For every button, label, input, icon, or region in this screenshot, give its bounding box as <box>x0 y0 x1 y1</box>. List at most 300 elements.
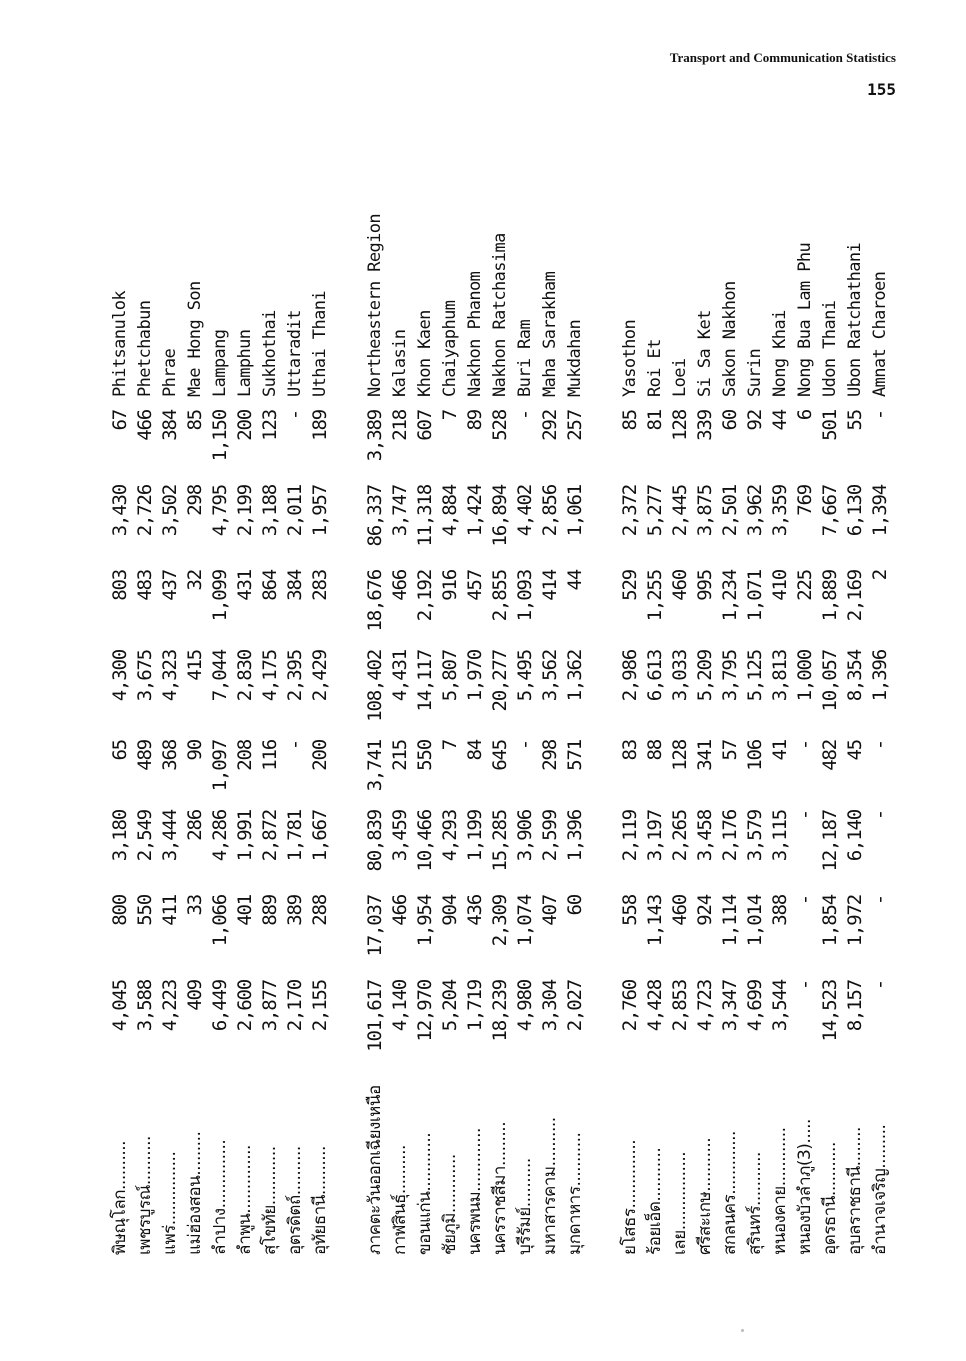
province-name-thai: ชัยภูมิ............ <box>440 1154 460 1255</box>
value-cell: 1,889 <box>819 570 841 622</box>
value-cell: 1,097 <box>209 740 231 792</box>
province-name-thai: ลำพูน.............. <box>235 1145 255 1255</box>
value-cell: 7,667 <box>819 485 841 537</box>
value-cell: 457 <box>464 570 486 601</box>
value-cell: 1,066 <box>209 895 231 947</box>
value-cell: 298 <box>184 485 206 516</box>
table-row <box>363 155 387 1255</box>
value-cell: 3,544 <box>769 980 791 1032</box>
value-cell: 1,199 <box>464 810 486 862</box>
value-cell: 2,760 <box>619 980 641 1032</box>
province-name-english: Nong Bua Lam Phu <box>795 242 815 397</box>
value-cell: 2,176 <box>719 810 741 862</box>
table-row <box>668 155 692 1255</box>
value-cell: 550 <box>134 895 156 926</box>
value-cell: 20,277 <box>489 650 511 712</box>
value-cell: 1,396 <box>869 650 891 702</box>
value-cell: 2,119 <box>619 810 641 862</box>
province-name-thai: นครพนม............. <box>465 1128 485 1255</box>
province-name-english: Yasothon <box>620 319 640 397</box>
value-cell: 2 <box>869 570 891 581</box>
value-cell: 368 <box>159 740 181 771</box>
value-cell: 10,466 <box>414 810 436 872</box>
value-cell: 489 <box>134 740 156 771</box>
province-name-english: Chaiyaphum <box>440 300 460 397</box>
value-cell: 67 <box>109 410 131 431</box>
value-cell: 4,300 <box>109 650 131 702</box>
value-cell: 3,813 <box>769 650 791 702</box>
table-row <box>818 155 842 1255</box>
value-cell: 483 <box>134 570 156 601</box>
value-cell: 904 <box>439 895 461 926</box>
value-cell: 1,061 <box>564 485 586 537</box>
value-cell: 6,140 <box>844 810 866 862</box>
value-cell: 1,991 <box>234 810 256 862</box>
value-cell: 83 <box>619 740 641 761</box>
province-name-english: Nakhon Phanom <box>465 271 485 397</box>
value-cell: 2,395 <box>284 650 306 702</box>
province-name-thai: มุกดาหาร........... <box>565 1132 585 1255</box>
value-cell: 2,199 <box>234 485 256 537</box>
value-cell: 257 <box>564 410 586 441</box>
value-cell: 3,747 <box>389 485 411 537</box>
province-name-english: Mae Hong Son <box>185 281 205 397</box>
value-cell: 1,396 <box>564 810 586 862</box>
value-cell: 7 <box>439 410 461 421</box>
value-cell: 123 <box>259 410 281 441</box>
value-cell: 65 <box>109 740 131 761</box>
value-cell: - <box>514 410 536 421</box>
value-cell: 571 <box>564 740 586 771</box>
value-cell: - <box>284 740 306 751</box>
value-cell: 2,986 <box>619 650 641 702</box>
province-name-english: Surin <box>745 348 765 397</box>
value-cell: 415 <box>184 650 206 681</box>
value-cell: - <box>284 410 306 421</box>
value-cell: 1,255 <box>644 570 666 622</box>
value-cell: 2,872 <box>259 810 281 862</box>
value-cell: 389 <box>284 895 306 926</box>
value-cell: 44 <box>564 570 586 591</box>
value-cell: 411 <box>159 895 181 926</box>
value-cell: - <box>794 810 816 821</box>
province-name-thai: อุดรธานี........... <box>820 1142 840 1255</box>
province-name-english: Kalasin <box>390 329 410 397</box>
value-cell: 2,599 <box>539 810 561 862</box>
value-cell: 85 <box>619 410 641 431</box>
value-cell: 4,699 <box>744 980 766 1032</box>
value-cell: 1,114 <box>719 895 741 947</box>
value-cell: 4,884 <box>439 485 461 537</box>
province-name-english: Sakon Nakhon <box>720 281 740 397</box>
value-cell: 1,071 <box>744 570 766 622</box>
value-cell: 7 <box>439 740 461 751</box>
table-row <box>768 155 792 1255</box>
value-cell: 2,011 <box>284 485 306 537</box>
value-cell: 1,957 <box>309 485 331 537</box>
value-cell: 528 <box>489 410 511 441</box>
value-cell: 4,980 <box>514 980 536 1032</box>
table-row <box>233 155 257 1255</box>
value-cell: 384 <box>159 410 181 441</box>
province-name-english: Nong Khai <box>770 310 790 397</box>
table-row <box>308 155 332 1255</box>
value-cell: 3,562 <box>539 650 561 702</box>
value-cell: 3,115 <box>769 810 791 862</box>
value-cell: 3,197 <box>644 810 666 862</box>
value-cell: - <box>869 410 891 421</box>
value-cell: 6,449 <box>209 980 231 1032</box>
value-cell: 437 <box>159 570 181 601</box>
province-name-english: Udon Thani <box>820 300 840 397</box>
province-name-thai: สุรินทร์........... <box>745 1152 765 1255</box>
value-cell: 803 <box>109 570 131 601</box>
value-cell: 3,675 <box>134 650 156 702</box>
value-cell: 4,723 <box>694 980 716 1032</box>
value-cell: 2,169 <box>844 570 866 622</box>
value-cell: 200 <box>234 410 256 441</box>
value-cell: 3,389 <box>364 410 386 462</box>
value-cell: 3,430 <box>109 485 131 537</box>
value-cell: 4,428 <box>644 980 666 1032</box>
value-cell: 1,074 <box>514 895 536 947</box>
value-cell: 10,057 <box>819 650 841 712</box>
province-name-english: Khon Kaen <box>415 310 435 397</box>
value-cell: 6 <box>794 410 816 421</box>
province-name-english: Ubon Ratchathani <box>845 242 865 397</box>
province-name-english: Sukhothai <box>260 310 280 397</box>
value-cell: 995 <box>694 570 716 601</box>
value-cell: 2,429 <box>309 650 331 702</box>
table-row <box>413 155 437 1255</box>
value-cell: 4,286 <box>209 810 231 862</box>
value-cell: 1,150 <box>209 410 231 462</box>
value-cell: - <box>869 895 891 906</box>
value-cell: 12,187 <box>819 810 841 872</box>
value-cell: 15,285 <box>489 810 511 872</box>
province-name-thai: มหาสารคาม.......... <box>540 1117 560 1255</box>
value-cell: 2,501 <box>719 485 741 537</box>
value-cell: 44 <box>769 410 791 431</box>
value-cell: 341 <box>694 740 716 771</box>
value-cell: 81 <box>644 410 666 431</box>
province-name-thai: แม่ฮ่องสอน......... <box>185 1131 205 1255</box>
value-cell: 1,143 <box>644 895 666 947</box>
value-cell: 916 <box>439 570 461 601</box>
value-cell: 80,839 <box>364 810 386 872</box>
value-cell: 558 <box>619 895 641 926</box>
value-cell: 2,265 <box>669 810 691 862</box>
value-cell: 2,309 <box>489 895 511 947</box>
table-row <box>538 155 562 1255</box>
value-cell: 4,323 <box>159 650 181 702</box>
province-name-thai: เลย................ <box>670 1151 690 1255</box>
table-row <box>843 155 867 1255</box>
value-cell: 6,613 <box>644 650 666 702</box>
value-cell: 2,853 <box>669 980 691 1032</box>
province-name-thai: พิษณุโลก.......... <box>110 1140 130 1255</box>
scan-speck <box>741 1329 744 1332</box>
value-cell: 128 <box>669 740 691 771</box>
value-cell: - <box>794 980 816 991</box>
value-cell: 92 <box>744 410 766 431</box>
value-cell: 14,117 <box>414 650 436 712</box>
value-cell: 2,830 <box>234 650 256 702</box>
value-cell: 2,856 <box>539 485 561 537</box>
province-name-english: Lamphun <box>235 329 255 397</box>
value-cell: 431 <box>234 570 256 601</box>
value-cell: 482 <box>819 740 841 771</box>
value-cell: 14,523 <box>819 980 841 1042</box>
table-row <box>563 155 587 1255</box>
table-row <box>258 155 282 1255</box>
value-cell: 286 <box>184 810 206 841</box>
value-cell: 1,234 <box>719 570 741 622</box>
value-cell: 85 <box>184 410 206 431</box>
value-cell: 8,354 <box>844 650 866 702</box>
table-row <box>793 155 817 1255</box>
value-cell: 4,431 <box>389 650 411 702</box>
value-cell: 4,045 <box>109 980 131 1032</box>
value-cell: 3,304 <box>539 980 561 1032</box>
value-cell: 1,781 <box>284 810 306 862</box>
province-name-thai: ยโสธร.............. <box>620 1139 640 1255</box>
table-row <box>133 155 157 1255</box>
province-name-english: Buri Ram <box>515 319 535 397</box>
value-cell: 384 <box>284 570 306 601</box>
value-cell: 1,667 <box>309 810 331 862</box>
value-cell: 5,204 <box>439 980 461 1032</box>
value-cell: 1,970 <box>464 650 486 702</box>
value-cell: 2,372 <box>619 485 641 537</box>
running-title: Transport and Communication Statistics <box>669 50 896 65</box>
value-cell: 2,445 <box>669 485 691 537</box>
value-cell: 18,676 <box>364 570 386 632</box>
value-cell: 3,459 <box>389 810 411 862</box>
value-cell: 1,099 <box>209 570 231 622</box>
value-cell: 339 <box>694 410 716 441</box>
value-cell: 106 <box>744 740 766 771</box>
value-cell: 1,014 <box>744 895 766 947</box>
value-cell: 460 <box>669 895 691 926</box>
value-cell: 3,188 <box>259 485 281 537</box>
value-cell: 200 <box>309 740 331 771</box>
province-name-thai: อำนาจเจริญ......... <box>870 1124 890 1255</box>
value-cell: 414 <box>539 570 561 601</box>
value-cell: 32 <box>184 570 206 591</box>
value-cell: 55 <box>844 410 866 431</box>
value-cell: 1,424 <box>464 485 486 537</box>
value-cell: 436 <box>464 895 486 926</box>
table-row <box>463 155 487 1255</box>
table-row <box>438 155 462 1255</box>
value-cell: 4,402 <box>514 485 536 537</box>
value-cell: 41 <box>769 740 791 761</box>
province-name-english: Uthai Thani <box>310 291 330 397</box>
value-cell: 1,394 <box>869 485 891 537</box>
province-name-thai: เพชรบูรณ์.......... <box>135 1136 155 1255</box>
province-name-thai: ขอนแก่น............ <box>415 1132 435 1255</box>
province-name-thai: บุรีรัมย์.......... <box>515 1158 535 1255</box>
value-cell: 292 <box>539 410 561 441</box>
value-cell: 5,807 <box>439 650 461 702</box>
province-name-thai: สกลนคร............. <box>720 1131 740 1255</box>
table-row <box>183 155 207 1255</box>
value-cell: 11,318 <box>414 485 436 547</box>
value-cell: 1,954 <box>414 895 436 947</box>
value-cell: 60 <box>719 410 741 431</box>
value-cell: 3,906 <box>514 810 536 862</box>
province-name-english: Roi Et <box>645 339 665 397</box>
statistics-table <box>108 155 898 1255</box>
value-cell: 4,175 <box>259 650 281 702</box>
value-cell: 116 <box>259 740 281 771</box>
value-cell: 2,726 <box>134 485 156 537</box>
page-number: 155 <box>867 80 896 99</box>
value-cell: 2,192 <box>414 570 436 622</box>
province-name-english: Maha Sarakham <box>540 271 560 397</box>
value-cell: 84 <box>464 740 486 761</box>
value-cell: 288 <box>309 895 331 926</box>
value-cell: 645 <box>489 740 511 771</box>
province-name-thai: อุทัยธานี.......... <box>310 1146 330 1255</box>
value-cell: 401 <box>234 895 256 926</box>
value-cell: 3,588 <box>134 980 156 1032</box>
table-row <box>208 155 232 1255</box>
province-name-english: Loei <box>670 358 690 397</box>
value-cell: 388 <box>769 895 791 926</box>
value-cell: 466 <box>134 410 156 441</box>
value-cell: 57 <box>719 740 741 761</box>
value-cell: 215 <box>389 740 411 771</box>
value-cell: 3,458 <box>694 810 716 862</box>
value-cell: 4,223 <box>159 980 181 1032</box>
value-cell: 3,741 <box>364 740 386 792</box>
province-name-english: Northeastern Region <box>365 213 385 397</box>
value-cell: 3,795 <box>719 650 741 702</box>
province-name-thai: หนองบัวลำภู(3)..... <box>795 1119 815 1255</box>
value-cell: 3,180 <box>109 810 131 862</box>
value-cell: 90 <box>184 740 206 761</box>
value-cell: 17,037 <box>364 895 386 957</box>
value-cell: 86,337 <box>364 485 386 547</box>
value-cell: 3,033 <box>669 650 691 702</box>
value-cell: 108,402 <box>364 650 386 722</box>
value-cell: 1,093 <box>514 570 536 622</box>
value-cell: 1,000 <box>794 650 816 702</box>
province-name-thai: หนองคาย............ <box>770 1127 790 1255</box>
province-name-english: Phrae <box>160 348 180 397</box>
value-cell: 2,170 <box>284 980 306 1032</box>
value-cell: 60 <box>564 895 586 916</box>
value-cell: 2,600 <box>234 980 256 1032</box>
value-cell: 2,549 <box>134 810 156 862</box>
province-name-thai: ภาคตะวันออกเฉียงเหนือ <box>365 1085 385 1255</box>
value-cell: 3,875 <box>694 485 716 537</box>
province-name-thai: กาฬสินธุ์.......... <box>390 1145 410 1255</box>
province-name-english: Phitsanulok <box>110 291 130 397</box>
value-cell: - <box>794 740 816 751</box>
value-cell: 189 <box>309 410 331 441</box>
province-name-thai: สุโขทัย............ <box>260 1146 280 1255</box>
value-cell: 208 <box>234 740 256 771</box>
value-cell: 607 <box>414 410 436 441</box>
value-cell: 3,962 <box>744 485 766 537</box>
value-cell: - <box>794 895 816 906</box>
page-header <box>670 50 896 99</box>
value-cell: 407 <box>539 895 561 926</box>
value-cell: 3,502 <box>159 485 181 537</box>
value-cell: 3,359 <box>769 485 791 537</box>
value-cell: 1,854 <box>819 895 841 947</box>
value-cell: 18,239 <box>489 980 511 1042</box>
table-row <box>108 155 132 1255</box>
value-cell: 4,140 <box>389 980 411 1032</box>
value-cell: 550 <box>414 740 436 771</box>
value-cell: - <box>869 740 891 751</box>
value-cell: 2,855 <box>489 570 511 622</box>
province-name-english: Uttaradit <box>285 310 305 397</box>
value-cell: 5,495 <box>514 650 536 702</box>
value-cell: 12,970 <box>414 980 436 1042</box>
province-name-thai: ลำปาง.............. <box>210 1139 230 1255</box>
province-name-english: Nakhon Ratchasima <box>490 233 510 397</box>
table-row <box>283 155 307 1255</box>
value-cell: 101,617 <box>364 980 386 1052</box>
value-cell: 800 <box>109 895 131 926</box>
value-cell: 864 <box>259 570 281 601</box>
province-name-thai: ศรีสะเกษ........... <box>695 1137 715 1255</box>
value-cell: - <box>869 980 891 991</box>
value-cell: 529 <box>619 570 641 601</box>
value-cell: 1,362 <box>564 650 586 702</box>
value-cell: 2,155 <box>309 980 331 1032</box>
value-cell: 128 <box>669 410 691 441</box>
value-cell: 298 <box>539 740 561 771</box>
value-cell: 7,044 <box>209 650 231 702</box>
value-cell: 5,277 <box>644 485 666 537</box>
table-row <box>513 155 537 1255</box>
value-cell: 410 <box>769 570 791 601</box>
value-cell: 4,293 <box>439 810 461 862</box>
value-cell: 225 <box>794 570 816 601</box>
value-cell: 16,894 <box>489 485 511 547</box>
value-cell: 8,157 <box>844 980 866 1032</box>
table-row <box>643 155 667 1255</box>
table-row <box>618 155 642 1255</box>
province-name-thai: นครราชสีมา......... <box>490 1121 510 1255</box>
value-cell: - <box>869 810 891 821</box>
table-row <box>718 155 742 1255</box>
value-cell: 501 <box>819 410 841 441</box>
table-row <box>388 155 412 1255</box>
value-cell: 466 <box>389 895 411 926</box>
value-cell: 89 <box>464 410 486 431</box>
province-name-thai: ร้อยเอ็ด........... <box>645 1147 665 1255</box>
value-cell: 45 <box>844 740 866 761</box>
value-cell: 2,027 <box>564 980 586 1032</box>
value-cell: 1,972 <box>844 895 866 947</box>
value-cell: 33 <box>184 895 206 916</box>
value-cell: 460 <box>669 570 691 601</box>
province-name-thai: อุบลราชธานี........ <box>845 1127 865 1255</box>
value-cell: 889 <box>259 895 281 926</box>
value-cell: 3,877 <box>259 980 281 1032</box>
value-cell: 769 <box>794 485 816 516</box>
province-name-english: Lampang <box>210 329 230 397</box>
value-cell: 1,719 <box>464 980 486 1032</box>
value-cell: 218 <box>389 410 411 441</box>
